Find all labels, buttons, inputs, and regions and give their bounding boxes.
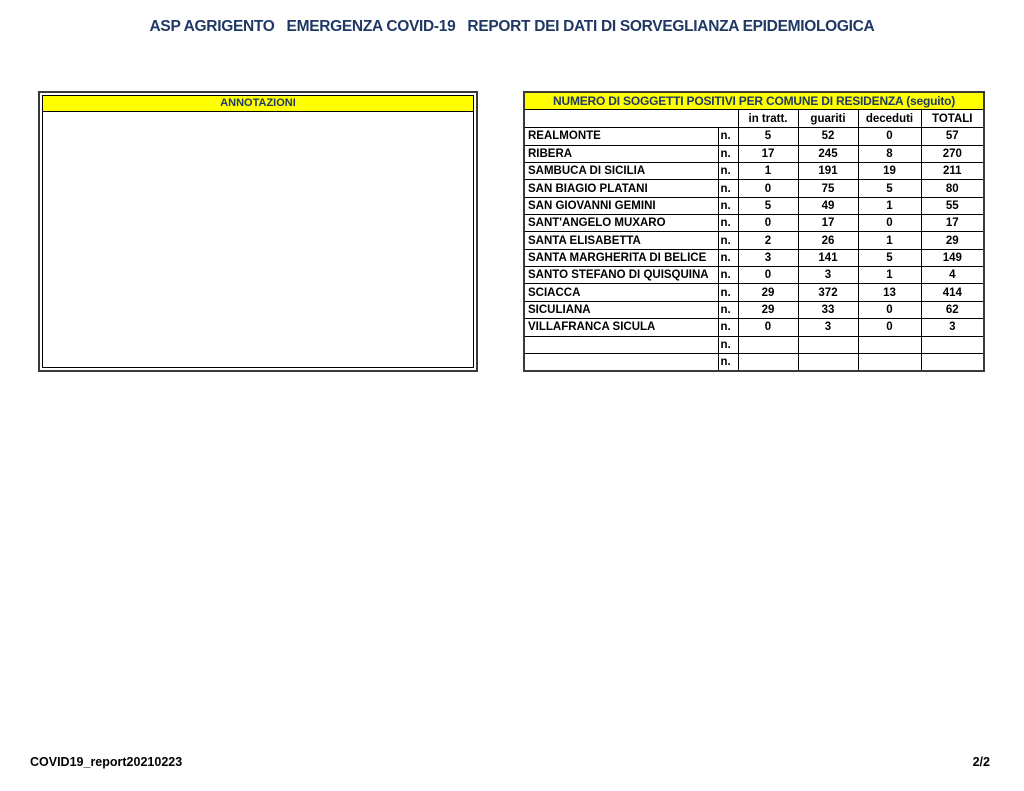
table-row (524, 249, 984, 266)
table-row (524, 267, 984, 284)
guariti-cell: 33 (798, 301, 858, 318)
n-cell: n. (718, 232, 738, 249)
col-header-in-tratt: in tratt. (738, 109, 798, 127)
deceduti-cell: 5 (858, 249, 921, 266)
in-tratt-cell: 0 (738, 267, 798, 284)
n-cell: n. (718, 267, 738, 284)
guariti-cell: 191 (798, 162, 858, 179)
guariti-cell: 75 (798, 180, 858, 197)
deceduti-cell: 0 (858, 215, 921, 232)
deceduti-cell: 5 (858, 180, 921, 197)
deceduti-cell: 0 (858, 319, 921, 336)
footer-page-number: 2/2 (972, 755, 990, 769)
table-row (524, 319, 984, 336)
comune-cell: REALMONTE (524, 128, 718, 145)
totali-cell: 4 (921, 267, 984, 284)
totali-cell: 62 (921, 301, 984, 318)
table-row (524, 128, 984, 145)
totali-cell: 3 (921, 319, 984, 336)
comune-cell: VILLAFRANCA SICULA (524, 319, 718, 336)
footer-filename: COVID19_report20210223 (30, 755, 183, 769)
comune-cell: SANTO STEFANO DI QUISQUINA (524, 267, 718, 284)
table-title: NUMERO DI SOGGETTI POSITIVI PER COMUNE DI RESIDENZA (seguito) (524, 92, 984, 109)
in-tratt-cell: 2 (738, 232, 798, 249)
totali-cell: 414 (921, 284, 984, 301)
table-title-row (524, 92, 984, 109)
totali-cell: 270 (921, 145, 984, 162)
in-tratt-cell: 29 (738, 301, 798, 318)
comune-cell: SCIACCA (524, 284, 718, 301)
n-cell: n. (718, 145, 738, 162)
in-tratt-cell: 0 (738, 180, 798, 197)
in-tratt-cell: 1 (738, 162, 798, 179)
deceduti-cell: 1 (858, 232, 921, 249)
guariti-cell: 17 (798, 215, 858, 232)
guariti-cell: 141 (798, 249, 858, 266)
table-row (524, 284, 984, 301)
n-cell: n. (718, 284, 738, 301)
totali-cell (921, 336, 984, 353)
col-header-totali: TOTALI (921, 109, 984, 127)
n-cell: n. (718, 301, 738, 318)
guariti-cell (798, 336, 858, 353)
annotations-box (38, 91, 478, 372)
comune-cell (524, 353, 718, 371)
n-cell: n. (718, 353, 738, 371)
deceduti-cell: 8 (858, 145, 921, 162)
n-cell: n. (718, 162, 738, 179)
guariti-cell: 372 (798, 284, 858, 301)
n-cell: n. (718, 336, 738, 353)
deceduti-cell: 0 (858, 128, 921, 145)
table-row (524, 145, 984, 162)
in-tratt-cell: 5 (738, 128, 798, 145)
deceduti-cell (858, 336, 921, 353)
totali-cell: 55 (921, 197, 984, 214)
guariti-cell: 3 (798, 267, 858, 284)
deceduti-cell: 19 (858, 162, 921, 179)
table-row (524, 232, 984, 249)
in-tratt-cell: 5 (738, 197, 798, 214)
in-tratt-cell (738, 353, 798, 371)
guariti-cell: 3 (798, 319, 858, 336)
page-title: ASP AGRIGENTO EMERGENZA COVID-19 REPORT DEI DATI DI SORVEGLIANZA EPIDEMIOLOGICA (149, 18, 875, 35)
n-cell: n. (718, 128, 738, 145)
comune-cell: SAN BIAGIO PLATANI (524, 180, 718, 197)
table-row (524, 162, 984, 179)
totali-cell (921, 353, 984, 371)
guariti-cell: 26 (798, 232, 858, 249)
guariti-cell (798, 353, 858, 371)
guariti-cell: 245 (798, 145, 858, 162)
totali-cell: 149 (921, 249, 984, 266)
guariti-cell: 52 (798, 128, 858, 145)
table-row (524, 180, 984, 197)
table-header-row (524, 109, 984, 127)
in-tratt-cell: 0 (738, 215, 798, 232)
totali-cell: 17 (921, 215, 984, 232)
table-row (524, 301, 984, 318)
totali-cell: 211 (921, 162, 984, 179)
comune-cell: SAN GIOVANNI GEMINI (524, 197, 718, 214)
annotations-header: ANNOTAZIONI (42, 95, 474, 112)
n-cell: n. (718, 215, 738, 232)
comune-cell: SANT'ANGELO MUXARO (524, 215, 718, 232)
comune-cell: SANTA MARGHERITA DI BELICE (524, 249, 718, 266)
totali-cell: 80 (921, 180, 984, 197)
guariti-cell: 49 (798, 197, 858, 214)
positives-table (523, 91, 985, 372)
deceduti-cell (858, 353, 921, 371)
n-cell: n. (718, 319, 738, 336)
table-row (524, 353, 984, 371)
table-row (524, 197, 984, 214)
comune-cell: SAMBUCA DI SICILIA (524, 162, 718, 179)
in-tratt-cell (738, 336, 798, 353)
totali-cell: 29 (921, 232, 984, 249)
deceduti-cell: 13 (858, 284, 921, 301)
comune-cell: SICULIANA (524, 301, 718, 318)
in-tratt-cell: 3 (738, 249, 798, 266)
col-header-deceduti: deceduti (858, 109, 921, 127)
comune-cell (524, 336, 718, 353)
n-cell: n. (718, 197, 738, 214)
deceduti-cell: 0 (858, 301, 921, 318)
deceduti-cell: 1 (858, 267, 921, 284)
table-row (524, 215, 984, 232)
col-header-guariti: guariti (798, 109, 858, 127)
comune-cell: SANTA ELISABETTA (524, 232, 718, 249)
comune-cell: RIBERA (524, 145, 718, 162)
deceduti-cell: 1 (858, 197, 921, 214)
n-cell: n. (718, 180, 738, 197)
col-header-empty (524, 109, 738, 127)
in-tratt-cell: 17 (738, 145, 798, 162)
in-tratt-cell: 0 (738, 319, 798, 336)
totali-cell: 57 (921, 128, 984, 145)
annotations-body (42, 111, 474, 368)
table-row (524, 336, 984, 353)
page-footer (30, 755, 990, 769)
in-tratt-cell: 29 (738, 284, 798, 301)
n-cell: n. (718, 249, 738, 266)
